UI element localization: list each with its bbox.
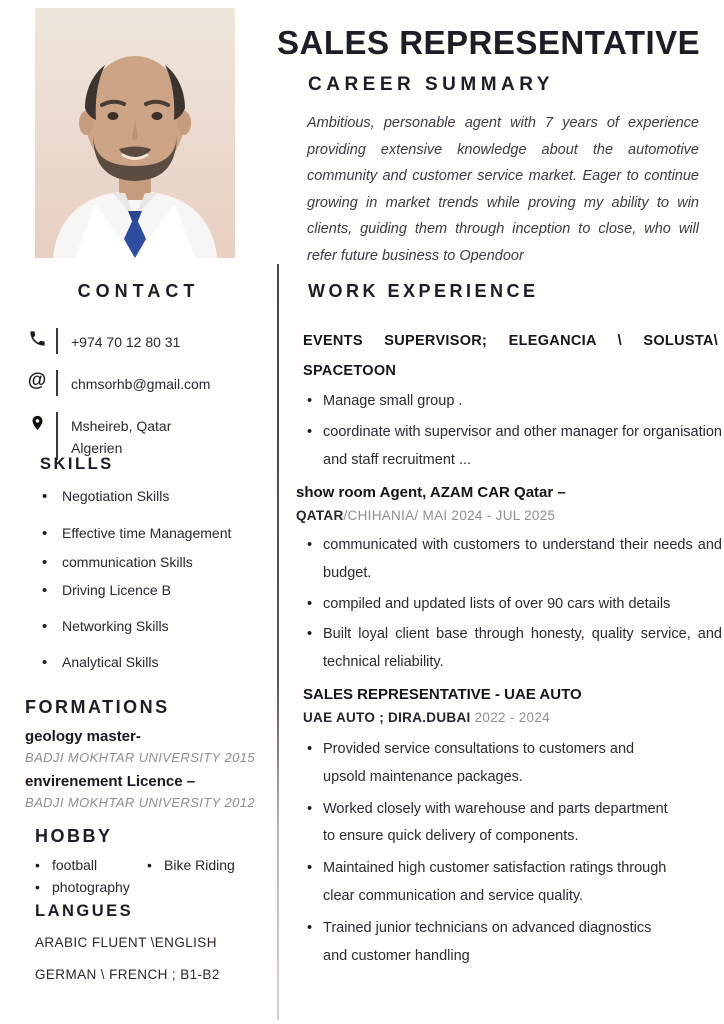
- career-summary-heading: CAREER SUMMARY: [308, 74, 554, 95]
- job-bullet: • compiled and updated lists of over 90 cars with details: [296, 591, 722, 619]
- contact-email: [0, 370, 277, 396]
- job-bullet: • Provided service consultations to customers and upsold maintenance packages.: [296, 736, 668, 792]
- skill-item: • Networking Skills: [40, 618, 275, 634]
- page-title: SALES REPRESENTATIVE: [277, 24, 701, 61]
- email-at-icon: @: [27, 370, 47, 391]
- skill-item: • Driving Licence B: [40, 582, 275, 598]
- contact-heading: CONTACT: [77, 281, 200, 301]
- job-bullet: • Worked closely with warehouse and parts department to ensure quick delivery of components.: [296, 796, 668, 852]
- hobby-item: • Bike Riding: [147, 857, 235, 873]
- location-line-1: Msheireb, Qatar: [71, 418, 172, 434]
- phone-number: +974 70 12 80 31: [71, 334, 181, 350]
- skills-heading: SKILLS: [40, 455, 114, 473]
- portrait-illustration: [35, 8, 235, 258]
- job-company: UAE AUTO ; DIRA.DUBAI: [303, 710, 471, 725]
- degree-title: geology master-: [25, 728, 141, 745]
- job-company: QATAR: [296, 507, 344, 523]
- job-dates: 2022 - 2024: [470, 710, 550, 725]
- contact-phone: [0, 328, 277, 354]
- formations-heading: FORMATIONS: [25, 697, 170, 717]
- job-meta: [303, 707, 722, 730]
- job-bullet: • Trained junior technicians on advanced diagnostics and customer handling: [296, 915, 668, 971]
- column-divider: [277, 264, 279, 1020]
- hobby-item: • photography: [35, 879, 147, 895]
- job-bullet: • Maintained high customer satisfaction ratings through clear communication and service quality.: [296, 855, 668, 911]
- skill-item: • Analytical Skills: [40, 654, 275, 670]
- job-bullet: • coordinate with supervisor and other manager for organisation and staff recruitment ...: [296, 419, 722, 475]
- skills-list: [40, 488, 275, 670]
- job-dates: /CHIHANIA/ MAI 2024 - JUL 2025: [343, 507, 556, 523]
- langues-section: [35, 902, 275, 999]
- location-pin-icon: [24, 412, 50, 433]
- work-experience-heading: WORK EXPERIENCE: [308, 281, 539, 301]
- job-bullet: • communicated with customers to understand their needs and budget.: [296, 532, 722, 588]
- job-bullet: • Built loyal client base through honesty, quality service, and technical reliability.: [296, 621, 722, 677]
- language-line: ARABIC FLUENT \ENGLISH: [35, 935, 217, 950]
- langues-heading: LANGUES: [35, 902, 134, 920]
- location-text: [58, 412, 171, 460]
- hobby-list-right: [147, 857, 235, 901]
- profile-photo: [35, 8, 235, 258]
- job-bullets: [296, 532, 722, 677]
- job-meta: [296, 505, 722, 528]
- degree-title: envirenement Licence –: [25, 773, 196, 790]
- contact-location: [0, 412, 277, 460]
- hobby-list-left: [35, 857, 147, 901]
- career-summary-text: Ambitious, personable agent with 7 years of experience providing extensive knowledge about the automotive community and customer service market. Eager to continue growing in market trends while proving my ability to win clients, guiding them through inception to close, who will refer future business to Opendoor: [307, 115, 699, 264]
- job-title: EVENTS SUPERVISOR; ELEGANCIA \ SOLUSTA\ SPACETOON: [303, 333, 718, 379]
- formations-section: [25, 697, 275, 818]
- work-experience-section: [296, 281, 722, 977]
- job-entry: [296, 683, 722, 971]
- hobby-item: • football: [35, 857, 147, 873]
- skills-section: [40, 455, 275, 683]
- skill-item: • Effective time Management: [40, 525, 275, 541]
- job-bullets: [296, 388, 722, 474]
- hobby-section: [35, 826, 275, 901]
- hobby-heading: HOBBY: [35, 826, 113, 846]
- job-bullet: • Manage small group .: [296, 388, 722, 416]
- email-address: chmsorhb@gmail.com: [71, 376, 211, 392]
- school-name: BADJI MOKHTAR UNIVERSITY 2015: [25, 750, 256, 765]
- location-line-2: Algerien: [71, 440, 123, 457]
- language-line: GERMAN \ FRENCH ; B1-B2: [35, 967, 220, 982]
- job-entry: [296, 327, 722, 475]
- job-entry: [296, 481, 722, 677]
- school-name: BADJI MOKHTAR UNIVERSITY 2012: [25, 795, 256, 810]
- job-bullets: [296, 736, 722, 971]
- skill-item: • Negotiation Skills: [40, 488, 275, 504]
- skill-item: • communication Skills: [40, 554, 275, 570]
- job-title: SALES REPRESENTATIVE - UAE AUTO: [303, 686, 582, 703]
- job-title: show room Agent, AZAM CAR Qatar –: [296, 483, 566, 501]
- phone-icon: [24, 328, 50, 348]
- contact-section: [0, 281, 277, 476]
